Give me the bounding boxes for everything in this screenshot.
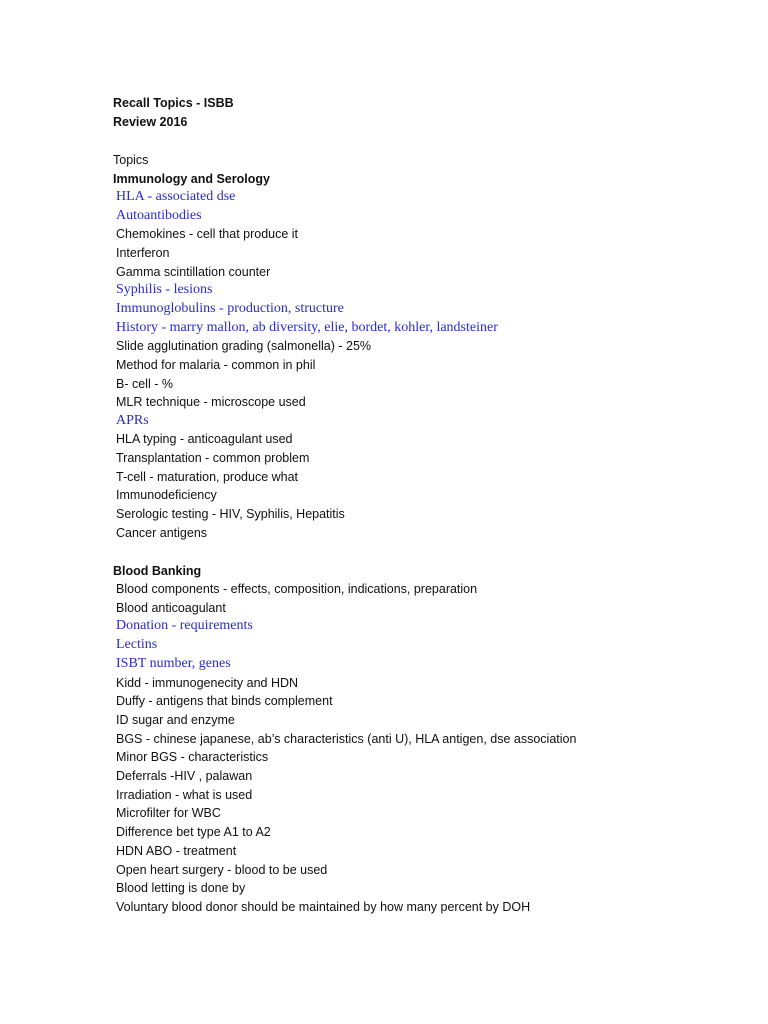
list-item: Immunodeficiency (116, 488, 217, 503)
section-heading-immunology: Immunology and Serology (113, 172, 270, 186)
list-item: Serologic testing - HIV, Syphilis, Hepatitis (116, 507, 345, 522)
doc-subtitle: Review 2016 (113, 115, 188, 129)
list-item: B- cell - % (116, 376, 173, 391)
list-item: Microfilter for WBC (116, 806, 221, 821)
doc-title: Recall Topics - ISBB (113, 96, 234, 110)
list-item: Deferrals -HIV , palawan (116, 769, 253, 783)
list-item: Transplantation - common problem (116, 451, 310, 466)
list-item: Cancer antigens (116, 525, 208, 540)
list-item: HLA typing - anticoagulant used (116, 432, 293, 447)
list-item: HDN ABO - treatment (116, 843, 237, 858)
list-item: Syphilis - lesions (116, 282, 213, 298)
list-item: Donation - requirements (116, 618, 253, 634)
list-item: Blood components - effects, composition, indications, preparation (116, 582, 478, 596)
list-item: Slide agglutination grading (salmonella) - 25% (116, 339, 372, 354)
list-item: Method for malaria - common in phil (116, 357, 316, 372)
list-item: Autoantibodies (116, 207, 202, 223)
list-item: Voluntary blood donor should be maintained by how many percent by DOH (116, 899, 531, 914)
list-item: Kidd - immunogenecity and HDN (116, 675, 299, 690)
list-item: HLA - associated dse (116, 189, 236, 204)
list-item: Difference bet type A1 to A2 (116, 825, 271, 840)
list-item: Gamma scintillation counter (116, 264, 271, 279)
list-item: Open heart surgery - blood to be used (116, 862, 328, 877)
section-heading-blood-banking: Blood Banking (113, 564, 202, 578)
list-item: Irradiation - what is used (116, 787, 253, 802)
list-item: Blood anticoagulant (116, 600, 226, 615)
list-item: ISBT number, genes (116, 655, 231, 671)
list-item: MLR technique - microscope used (116, 395, 306, 410)
list-item: ID sugar and enzyme (116, 712, 235, 727)
topics-label: Topics (113, 153, 149, 167)
list-item: Minor BGS - characteristics (116, 750, 269, 765)
list-item: Interferon (116, 245, 170, 260)
list-item: Blood letting is done by (116, 881, 246, 896)
list-item: T-cell - maturation, produce what (116, 469, 299, 484)
list-item: History - marry mallon, ab diversity, elie, bordet, kohler, landsteiner (116, 319, 498, 335)
list-item: Chemokines - cell that produce it (116, 227, 299, 242)
list-item: APRs (116, 412, 149, 428)
list-item: Lectins (116, 637, 158, 653)
list-item: Duffy - antigens that binds complement (116, 694, 333, 709)
list-item: Immunoglobulins - production, structure (116, 300, 344, 316)
list-item: BGS - chinese japanese, ab’s characteristics (anti U), HLA antigen, dse association (116, 731, 577, 746)
